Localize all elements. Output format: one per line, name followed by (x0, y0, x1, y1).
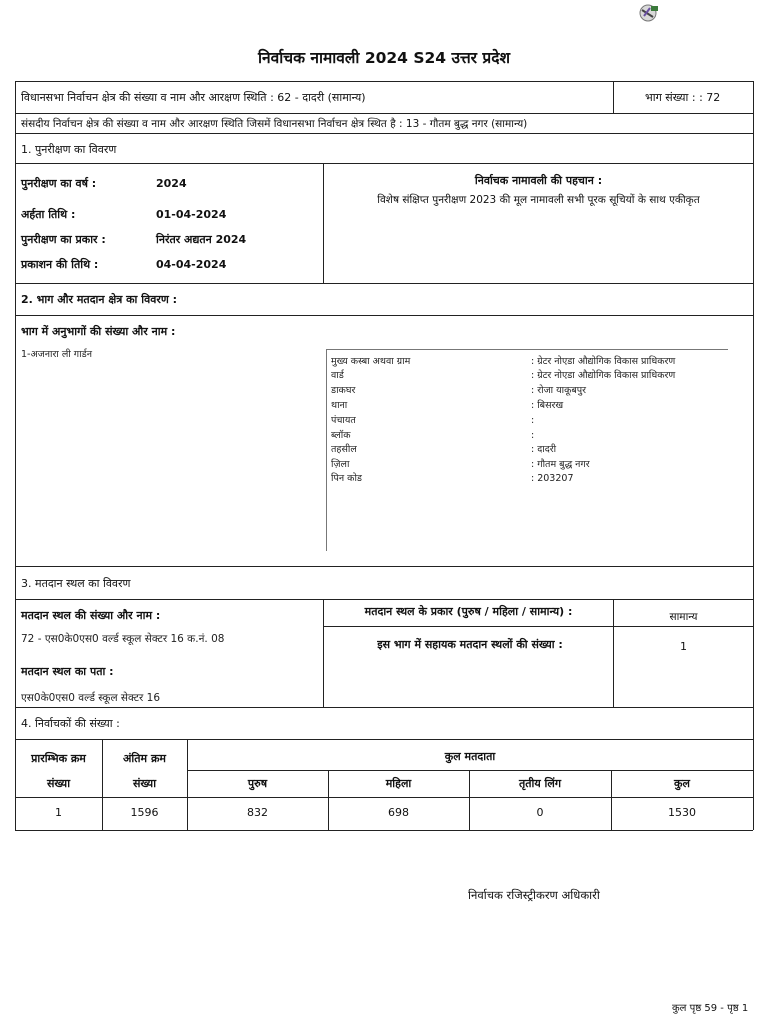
location-value-post-office: : रोजा याकूबपुर (531, 385, 587, 396)
publication-date-value: 04-04-2024 (156, 258, 227, 271)
value-female: 698 (388, 806, 409, 819)
location-label-police-station: थाना (331, 400, 348, 411)
polling-station-type-value: सामान्य (669, 611, 698, 623)
location-label-post-office: डाकघर (331, 385, 356, 396)
col-total: कुल (674, 777, 690, 790)
parliament-label: संसदीय निर्वाचन क्षेत्र की संख्या व नाम और आरक्षण स्थिति जिसमें विधानसभा निर्वाचन क्षेत्र स्थित है : (21, 118, 403, 130)
qualifying-date-value: 01-04-2024 (156, 208, 227, 221)
revision-year-label: पुनरीक्षण का वर्ष : (21, 177, 97, 190)
value-end-serial: 1596 (130, 806, 159, 819)
location-label-pin-code: पिन कोड (331, 473, 362, 484)
publication-date-label: प्रकाशन की तिथि : (21, 258, 99, 271)
location-value-district: : गौतम बुद्ध नगर (531, 459, 590, 470)
assembly-info (21, 91, 366, 105)
parliament-value: 13 - गौतम बुद्ध नगर (सामान्य) (405, 118, 528, 130)
location-value-panchayat: : (531, 415, 535, 426)
col-start-serial-line1: प्रारम्भिक क्रम (31, 752, 86, 765)
location-label-panchayat: पंचायत (331, 415, 356, 426)
part-label: भाग संख्या : : (645, 91, 703, 104)
signature-label: निर्वाचक रजिस्ट्रीकरण अधिकारी (468, 888, 600, 902)
section-1-heading: 1. पुनरीक्षण का विवरण (21, 143, 117, 156)
part-number (645, 91, 720, 105)
polling-station-name-value: 72 - एस0के0एस0 वर्ल्ड स्कूल सेक्टर 16 क.नं. 08 (21, 633, 225, 645)
location-label-district: ज़िला (331, 459, 350, 470)
location-label-block: ब्लॉक (331, 430, 351, 441)
revision-year-value: 2024 (156, 177, 187, 190)
parliament-info (21, 117, 527, 131)
col-third-gender: तृतीय लिंग (518, 777, 562, 790)
eci-logo (636, 2, 662, 24)
location-label-ward: वार्ड (331, 370, 344, 381)
revision-type-value: निरंतर अद्यतन 2024 (156, 233, 247, 246)
section-3-heading: 3. मतदान स्थल का विवरण (21, 577, 131, 590)
polling-station-address-value: एस0के0एस0 वर्ल्ड स्कूल सेक्टर 16 (21, 692, 161, 704)
location-value-town: : ग्रेटर नोएडा औद्योगिक विकास प्राधिकरण (531, 356, 676, 367)
location-label-tehsil: तहसील (331, 444, 357, 455)
location-value-tehsil: : दादरी (531, 444, 557, 455)
roll-frame (15, 81, 753, 830)
qualifying-date-label: अर्हता तिथि : (21, 208, 76, 221)
assembly-label: विधानसभा निर्वाचन क्षेत्र की संख्या व नाम और आरक्षण स्थिति : (21, 91, 274, 104)
value-total: 1530 (668, 806, 696, 819)
location-label-town: मुख्य कस्बा अथवा ग्राम (331, 356, 411, 367)
location-value-block: : (531, 430, 535, 441)
value-start-serial: 1 (55, 806, 62, 819)
col-end-serial-line2: संख्या (132, 777, 157, 790)
location-value-pin-code: : 203207 (531, 473, 574, 484)
polling-station-name-label: मतदान स्थल की संख्या और नाम : (21, 609, 161, 622)
col-start-serial-line2: संख्या (46, 777, 71, 790)
revision-type-label: पुनरीक्षण का प्रकार : (21, 233, 106, 246)
section-2-heading: 2. भाग और मतदान क्षेत्र का विवरण : (21, 293, 177, 306)
section-4-heading: 4. निर्वाचकों की संख्या : (21, 717, 120, 730)
value-male: 832 (247, 806, 268, 819)
auxiliary-stations-value: 1 (680, 640, 687, 653)
col-end-serial-line1: अंतिम क्रम (123, 752, 166, 765)
section-item: 1-अजनारा ली गार्डन (21, 349, 92, 360)
col-female: महिला (385, 777, 412, 790)
document-title: निर्वाचक नामावली 2024 S24 उत्तर प्रदेश (257, 49, 511, 67)
location-value-police-station: : बिसरख (531, 400, 564, 411)
roll-identity-label: निर्वाचक नामावली की पहचान : (474, 174, 603, 187)
page-info: कुल पृष्ठ 59 - पृष्ठ 1 (672, 1003, 749, 1014)
sections-label: भाग में अनुभागों की संख्या और नाम : (21, 325, 176, 338)
value-third-gender: 0 (536, 806, 544, 819)
part-value: 72 (706, 91, 721, 104)
auxiliary-stations-label: इस भाग में सहायक मतदान स्थलों की संख्या : (377, 638, 563, 651)
polling-station-type-label: मतदान स्थल के प्रकार (पुरुष / महिला / सामान्य) : (364, 605, 573, 618)
roll-identity-value: विशेष संक्षिप्त पुनरीक्षण 2023 की मूल नामावली सभी पूरक सूचियों के साथ एकीकृत (377, 194, 700, 206)
col-male: पुरुष (247, 777, 268, 790)
assembly-value: 62 - दादरी (सामान्य) (277, 91, 366, 104)
polling-station-address-label: मतदान स्थल का पता : (21, 665, 114, 678)
total-voters-header: कुल मतदाता (444, 750, 496, 763)
location-value-ward: : ग्रेटर नोएडा औद्योगिक विकास प्राधिकरण (531, 370, 676, 381)
